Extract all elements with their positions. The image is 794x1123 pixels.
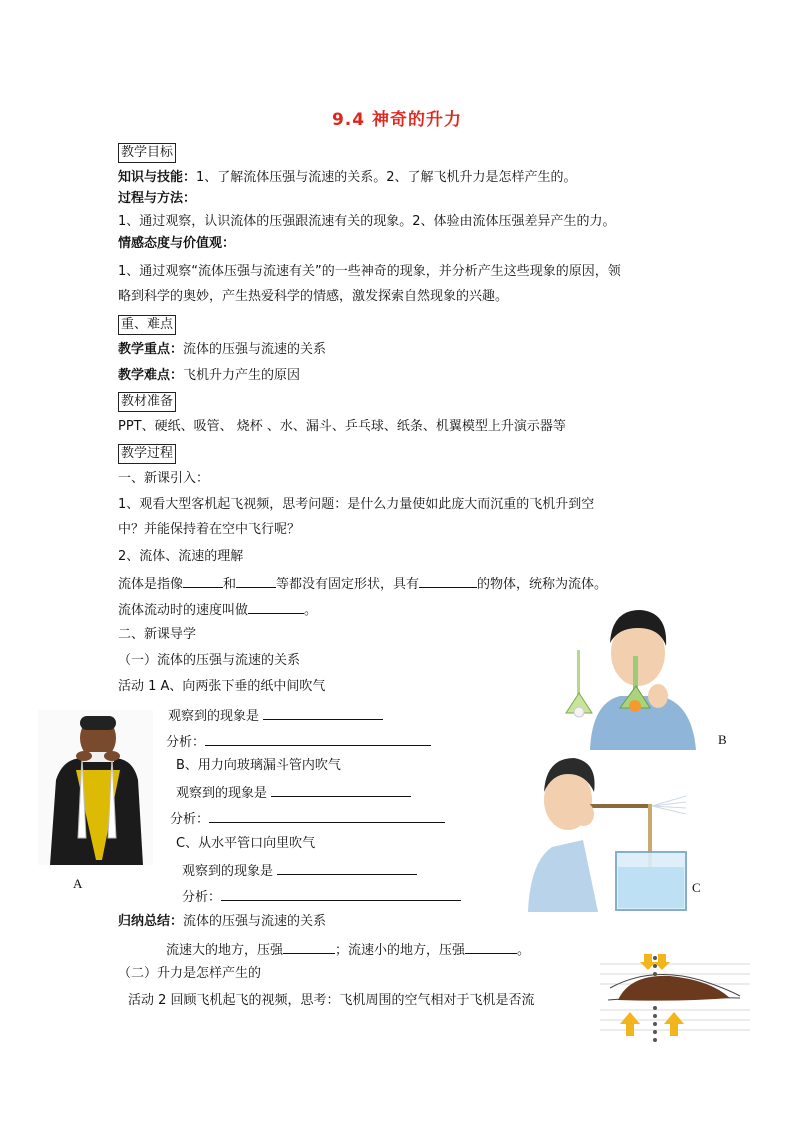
summary-fill-line xyxy=(166,939,530,961)
wing-airflow-diagram xyxy=(600,952,750,1044)
fluid-def-part-4: 的物体，统称为流体。 xyxy=(477,577,608,592)
observe-a-line xyxy=(168,705,383,727)
fluid-def-part-2: 和 xyxy=(223,577,237,592)
summary-fill-part-2: ；流速小的地方，压强 xyxy=(335,943,466,958)
blank-analyze-c[interactable] xyxy=(221,886,461,901)
intro-question-2: 中？并能保持着在空中飞行呢？ xyxy=(118,522,301,537)
flow-speed-end: 。 xyxy=(304,603,318,618)
blank-flow-speed[interactable] xyxy=(248,599,304,614)
analyze-c-line xyxy=(182,886,461,908)
summary-fill-part-1: 流速大的地方，压强 xyxy=(166,943,284,958)
observe-c-label: 观察到的现象是 xyxy=(182,864,274,879)
activity-1-b: B、用力向玻璃漏斗管内吹气 xyxy=(176,758,341,773)
section-heading-process: 教学过程 xyxy=(118,444,176,464)
key-point-line xyxy=(118,340,326,360)
knowledge-text: 1、了解流体压强与流速的关系。2、了解飞机升力是怎样产生的。 xyxy=(196,170,577,185)
guide-heading: 二、新课导学 xyxy=(118,627,197,642)
attitude-text-1: 1、通过观察“流体压强与流速有关”的一些神奇的现象，并分析产生这些现象的原因，领 xyxy=(118,264,621,279)
page-title: 9.4 神奇的升力 xyxy=(331,110,463,130)
section-heading-objectives: 教学目标 xyxy=(118,143,176,163)
blank-fluid-property[interactable] xyxy=(419,573,477,588)
key-point-label: 教学重点： xyxy=(118,342,184,357)
blank-pressure-high-speed[interactable] xyxy=(283,939,335,954)
section-heading-keypoints: 重、难点 xyxy=(118,315,176,335)
funnel-blowing-illustration xyxy=(560,598,700,750)
intro-heading: 一、新课引入： xyxy=(118,471,210,486)
analyze-c-label: 分析： xyxy=(182,890,222,905)
fluid-heading: 2、流体、流速的理解 xyxy=(118,549,244,564)
section-heading-materials: 教材准备 xyxy=(118,392,176,412)
observe-a-label: 观察到的现象是 xyxy=(168,709,260,724)
fluid-definition xyxy=(118,573,607,595)
key-point-text: 流体的压强与流速的关系 xyxy=(183,342,327,357)
fluid-def-part-1: 流体是指像 xyxy=(118,577,184,592)
summary-line xyxy=(118,912,326,932)
process-text: 1、通过观察，认识流体的压强跟流速有关的现象。2、体验由流体压强差异产生的力。 xyxy=(118,214,616,229)
analyze-b-label: 分析： xyxy=(170,812,210,827)
caption-c: C xyxy=(692,880,701,895)
blank-observe-b[interactable] xyxy=(271,782,411,797)
blank-fluid-1[interactable] xyxy=(183,573,223,588)
blank-observe-c[interactable] xyxy=(277,860,417,875)
activity-1-a: 活动 1 A、向两张下垂的纸中间吹气 xyxy=(118,679,326,694)
summary-fill-part-3: 。 xyxy=(517,943,531,958)
blank-analyze-b[interactable] xyxy=(209,808,445,823)
blank-pressure-low-speed[interactable] xyxy=(465,939,517,954)
activity-1-c: C、从水平管口向里吹气 xyxy=(176,836,316,851)
knowledge-line xyxy=(118,168,577,188)
caption-a: A xyxy=(73,876,83,891)
observe-b-label: 观察到的现象是 xyxy=(176,786,268,801)
analyze-b-line xyxy=(170,808,445,830)
difficulty-line xyxy=(118,366,300,386)
difficulty-label: 教学难点： xyxy=(118,368,184,383)
activity-2: 活动 2 回顾飞机起飞的视频，思考：飞机周围的空气相对于飞机是否流 xyxy=(128,993,535,1008)
analyze-a-line xyxy=(166,731,431,753)
subsection-pressure: （一）流体的压强与流速的关系 xyxy=(118,653,301,668)
observe-b-line xyxy=(176,782,411,804)
flow-speed-definition xyxy=(118,599,317,621)
subsection-lift: （二）升力是怎样产生的 xyxy=(118,966,262,981)
intro-question-1: 1、观看大型客机起飞视频，思考问题：是什么力量使如此庞大而沉重的飞机升到空 xyxy=(118,497,595,512)
blank-observe-a[interactable] xyxy=(263,705,383,720)
attitude-label: 情感态度与价值观： xyxy=(118,236,236,251)
observe-c-line xyxy=(182,860,417,882)
materials-text: PPT、硬纸、吸管、 烧杯 、水、漏斗、乒乓球、纸条、机翼模型上升演示器等 xyxy=(118,419,566,434)
attitude-text-2: 略到科学的奥妙，产生热爱科学的情感，激发探索自然现象的兴趣。 xyxy=(118,289,509,304)
flow-speed-text: 流体流动时的速度叫做 xyxy=(118,603,249,618)
blank-analyze-a[interactable] xyxy=(205,731,431,746)
summary-label: 归纳总结： xyxy=(118,914,184,929)
caption-b: B xyxy=(718,732,727,747)
analyze-a-label: 分析： xyxy=(166,735,206,750)
paper-blowing-photo xyxy=(38,710,153,865)
blank-fluid-2[interactable] xyxy=(236,573,276,588)
summary-text: 流体的压强与流速的关系 xyxy=(183,914,327,929)
fluid-def-part-3: 等都没有固定形状，具有 xyxy=(276,577,420,592)
knowledge-label: 知识与技能： xyxy=(118,170,197,185)
horizontal-tube-blowing-illustration xyxy=(528,752,688,912)
difficulty-text: 飞机升力产生的原因 xyxy=(183,368,301,383)
process-label: 过程与方法： xyxy=(118,191,197,206)
